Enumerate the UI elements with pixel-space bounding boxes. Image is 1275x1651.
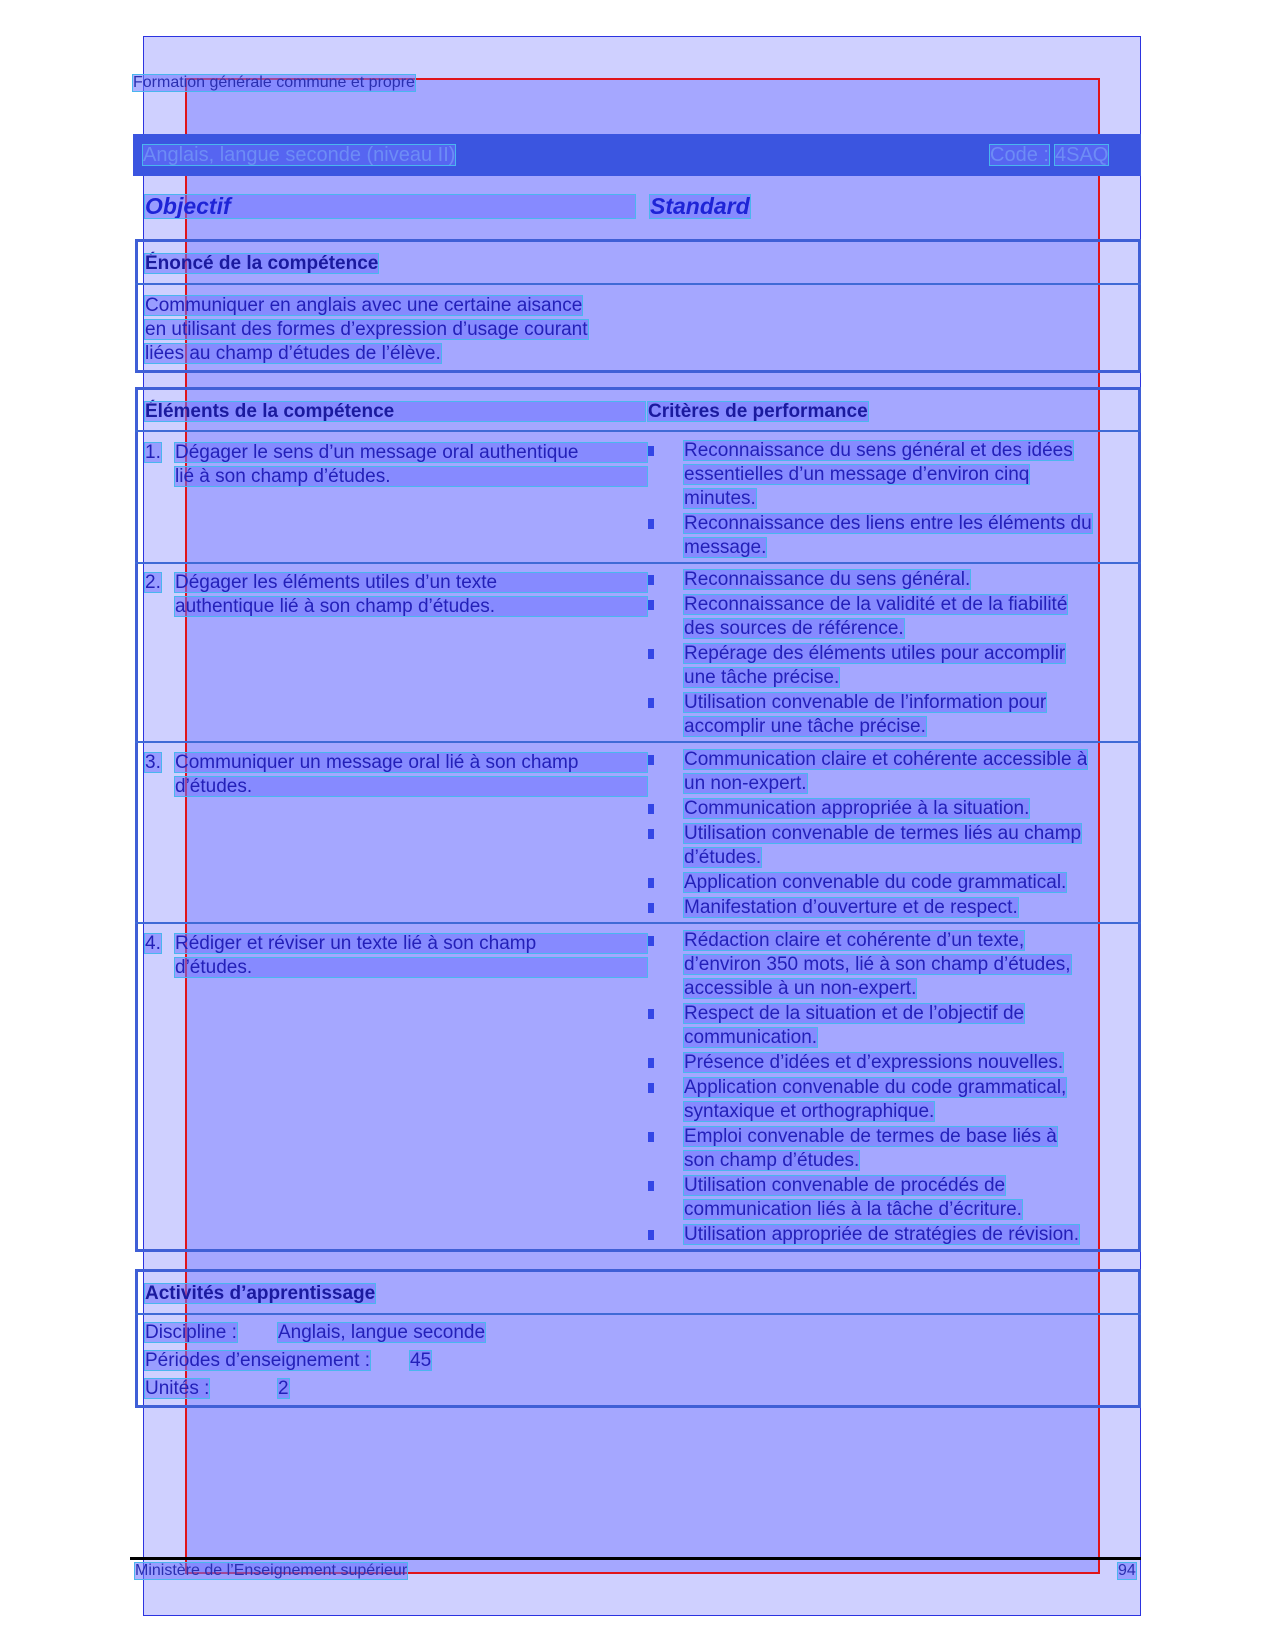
bullet-icon [648, 755, 654, 765]
criterion-line: Application convenable du code grammatical, [684, 1077, 1067, 1098]
footer-ministry: Ministère de l’Enseignement supérieur [135, 1562, 408, 1579]
periods-label: Périodes d’enseignement : [145, 1350, 370, 1371]
footer-rule [130, 1557, 1141, 1560]
element-number: 2. [145, 572, 161, 593]
objective-heading: Objectif [145, 195, 635, 218]
criterion-line: Présence d’idées et d’expressions nouvelles. [684, 1052, 1064, 1073]
criterion-line: communication. [684, 1027, 818, 1048]
bullet-icon [648, 804, 654, 814]
criterion-line: Communication claire et cohérente accessible à [684, 749, 1088, 770]
criterion-line: Reconnaissance du sens général et des idées [684, 440, 1073, 461]
criterion-line: d’études. [684, 847, 762, 868]
bullet-icon [648, 878, 654, 888]
criterion-line: Reconnaissance de la validité et de la fiabilité [684, 594, 1068, 615]
bullet-icon [648, 1009, 654, 1019]
criterion-line: Communication appropriée à la situation. [684, 798, 1030, 819]
element-line: d’études. [175, 958, 647, 977]
criterion-line: communication liés à la tâche d’écriture. [684, 1199, 1022, 1220]
criterion-line: minutes. [684, 488, 756, 509]
course-title: Anglais, langue seconde (niveau II) [143, 144, 456, 166]
divider [135, 430, 1141, 432]
criterion-line: des sources de référence. [684, 618, 904, 639]
element-line: lié à son champ d’études. [175, 467, 647, 486]
competency-statement-line: en utilisant des formes d’expression d’usage courant [145, 319, 588, 340]
standard-heading: Standard [650, 193, 750, 219]
criterion-line: Manifestation d’ouverture et de respect. [684, 897, 1018, 918]
bullet-icon [648, 903, 654, 913]
criterion-line: Rédaction claire et cohérente d’un texte, [684, 930, 1025, 951]
criterion-line: essentielles d’un message d’environ cinq [684, 464, 1030, 485]
units-value: 2 [278, 1378, 289, 1399]
bullet-icon [648, 1181, 654, 1191]
criterion-line: Utilisation convenable de termes liés au champ [684, 823, 1082, 844]
divider [135, 741, 1141, 743]
element-line: authentique lié à son champ d’études. [175, 597, 647, 616]
criterion-line: Respect de la situation et de l’objectif de [684, 1003, 1025, 1024]
criterion-line: Utilisation appropriée de stratégies de révision. [684, 1224, 1079, 1245]
bullet-icon [648, 575, 654, 585]
discipline-value: Anglais, langue seconde [278, 1322, 486, 1343]
bullet-icon [648, 1230, 654, 1240]
bullet-icon [648, 1058, 654, 1068]
criterion-line: syntaxique et orthographique. [684, 1101, 935, 1122]
periods-value: 45 [410, 1350, 432, 1371]
bullet-icon [648, 829, 654, 839]
bullet-icon [648, 1132, 654, 1142]
bullet-icon [648, 936, 654, 946]
competency-statement-title: Énoncé de la compétence [145, 253, 379, 274]
criterion-line: une tâche précise. [684, 667, 840, 688]
element-line: Dégager le sens d’un message oral authentique [175, 443, 647, 462]
divider [135, 1313, 1141, 1315]
criterion-line: Utilisation convenable de l’information pour [684, 692, 1047, 713]
criterion-line: accessible à un non-expert. [684, 978, 917, 999]
criterion-line: accomplir une tâche précise. [684, 716, 926, 737]
competency-statement-line: liées au champ d’études de l’élève. [145, 343, 441, 364]
element-line: d’études. [175, 777, 647, 796]
code-value: 4SAQ [1055, 144, 1109, 166]
element-number: 4. [145, 933, 161, 954]
element-line: Communiquer un message oral lié à son champ [175, 753, 647, 772]
divider [135, 283, 1141, 285]
element-line: Rédiger et réviser un texte lié à son champ [175, 934, 647, 953]
units-label: Unités : [145, 1378, 210, 1399]
bullet-icon [648, 600, 654, 610]
program-label: Formation générale commune et propre [133, 74, 415, 91]
bullet-icon [648, 519, 654, 529]
discipline-label: Discipline : [145, 1322, 237, 1343]
criterion-line: Reconnaissance du sens général. [684, 569, 971, 590]
criterion-line: message. [684, 537, 767, 558]
footer-page-number: 94 [1118, 1562, 1136, 1579]
divider [135, 922, 1141, 924]
bullet-icon [648, 649, 654, 659]
elements-header: Éléments de la compétence [145, 402, 645, 421]
code-label: Code : [990, 144, 1049, 166]
element-number: 1. [145, 442, 161, 463]
criterion-line: Application convenable du code grammatical. [684, 872, 1067, 893]
criterion-line: Reconnaissance des liens entre les éléments du [684, 513, 1092, 534]
criteria-header: Critères de performance [648, 401, 868, 422]
divider [135, 562, 1141, 564]
criterion-line: Utilisation convenable de procédés de [684, 1175, 1006, 1196]
element-line: Dégager les éléments utiles d’un texte [175, 573, 647, 592]
learning-activities-title: Activités d’apprentissage [145, 1283, 376, 1304]
criterion-line: un non-expert. [684, 773, 807, 794]
competency-statement-line: Communiquer en anglais avec une certaine aisance [145, 295, 583, 316]
criterion-line: Repérage des éléments utiles pour accomplir [684, 643, 1066, 664]
element-number: 3. [145, 752, 161, 773]
criterion-line: d’environ 350 mots, lié à son champ d’études, [684, 954, 1071, 975]
criterion-line: son champ d’études. [684, 1150, 860, 1171]
criterion-line: Emploi convenable de termes de base liés à [684, 1126, 1057, 1147]
course-title-band [133, 134, 1141, 176]
bullet-icon [648, 1083, 654, 1093]
bullet-icon [648, 446, 654, 456]
bullet-icon [648, 698, 654, 708]
